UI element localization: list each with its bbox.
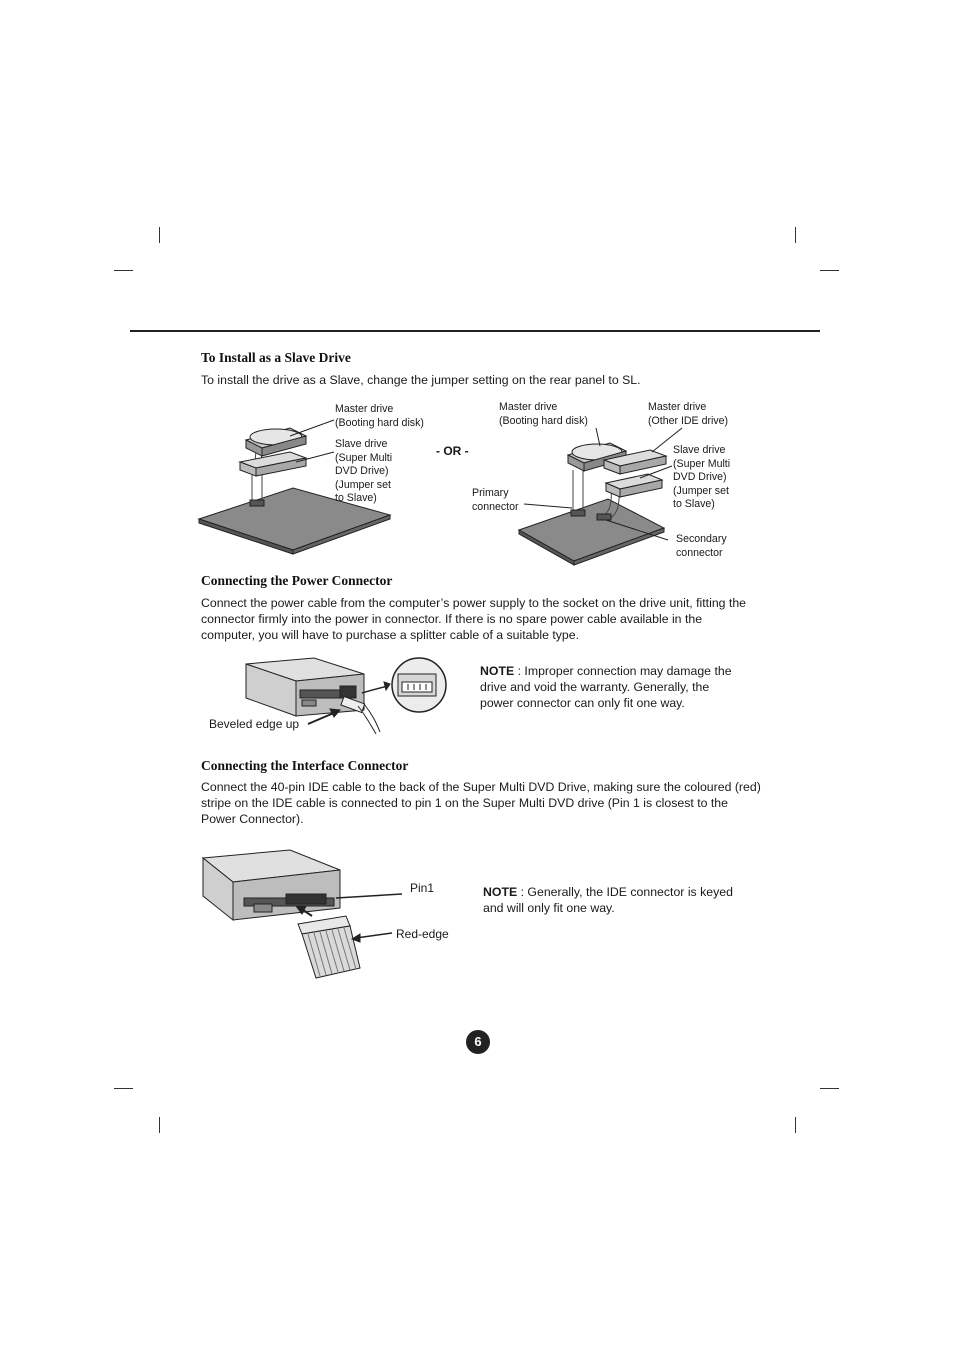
power-body: Connect the power cable from the computer’s power supply to the socket on the drive unit, fitting the connector firmly into the power in connector. If there is no spare power cable available in the computer, you will have to purchase a splitter cable of a suitable type. <box>201 596 747 642</box>
interface-heading: Connecting the Interface Connector <box>201 758 409 773</box>
right-master-other-label: Master drive (Other IDE drive) <box>648 401 729 427</box>
pin1-label: Pin1 <box>410 881 435 895</box>
power-note-text: : Improper connection may damage the drive and void the warranty. Generally, the power connector can only fit one way. <box>480 664 732 710</box>
crop-mark-bottom-right-h <box>820 1088 839 1089</box>
red-edge-label: Red-edge <box>396 927 449 941</box>
or-label: - OR - <box>436 444 469 458</box>
slave-heading: To Install as a Slave Drive <box>201 350 351 365</box>
crop-mark-bottom-left-h <box>114 1088 133 1089</box>
right-slave-label: Slave drive (Super Multi DVD Drive) (Jumper set to Slave) <box>673 444 731 510</box>
crop-mark-bottom-left-v <box>159 1117 160 1133</box>
power-note-label: NOTE <box>480 664 515 678</box>
interface-note-text: : Generally, the IDE connector is keyed and will only fit one way. <box>483 885 733 915</box>
interface-note <box>483 884 751 916</box>
primary-connector-label: Primary connector <box>472 487 519 513</box>
crop-mark-bottom-right-v <box>795 1117 796 1133</box>
page-number: 6 <box>466 1030 490 1054</box>
beveled-edge-label: Beveled edge up <box>209 717 300 731</box>
right-master-label: Master drive (Booting hard disk) <box>499 401 588 427</box>
slave-body: To install the drive as a Slave, change the jumper setting on the rear panel to SL. <box>201 373 641 387</box>
interface-note-label: NOTE <box>483 885 518 899</box>
power-heading: Connecting the Power Connector <box>201 573 393 588</box>
left-master-label: Master drive (Booting hard disk) <box>335 403 424 429</box>
left-slave-label: Slave drive (Super Multi DVD Drive) (Jumper set to Slave) <box>335 438 393 504</box>
interface-body: Connect the 40-pin IDE cable to the back of the Super Multi DVD Drive, making sure the coloured (red) stripe on the IDE cable is connected to pin 1 on the Super Multi DVD drive (Pin 1 is closest to the Power Connector). <box>201 780 761 826</box>
secondary-connector-label: Secondary connector <box>676 533 727 559</box>
